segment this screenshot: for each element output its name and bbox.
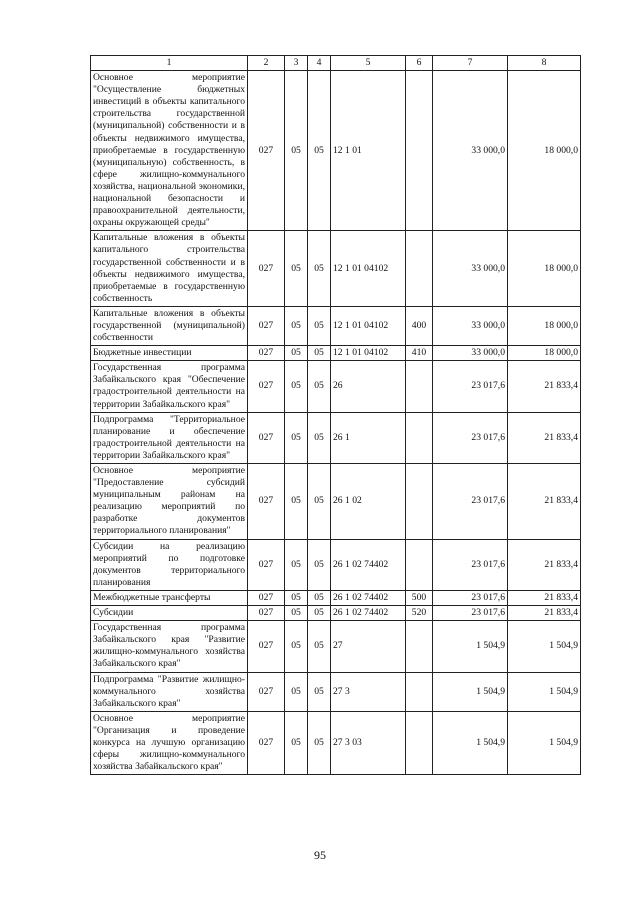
- subsection-cell: 05: [308, 590, 331, 605]
- grbs-cell: 027: [248, 306, 285, 345]
- table-row: [91, 606, 581, 621]
- table-row: [91, 464, 581, 540]
- table-row: [91, 306, 581, 345]
- table-row: [91, 711, 581, 774]
- table-row: [91, 346, 581, 361]
- amount-2-cell: 21 833,4: [508, 464, 581, 540]
- target-article-cell: 26 1 02: [331, 464, 406, 540]
- table-row: [91, 621, 581, 672]
- page-number: 95: [314, 848, 326, 862]
- expense-type-cell: 520: [406, 606, 433, 621]
- row-name-cell: Субсидии на реализацию мероприятий по подготовке документов территориального планирования: [91, 539, 248, 590]
- target-article-cell: 26 1 02 74402: [331, 590, 406, 605]
- expense-type-cell: [406, 412, 433, 463]
- column-header: 4: [308, 56, 331, 71]
- section-cell: 05: [285, 71, 308, 231]
- section-cell: 05: [285, 412, 308, 463]
- amount-1-cell: 33 000,0: [433, 71, 508, 231]
- row-name-cell: Основное мероприятие "Организация и проведение конкурса на лучшую организацию сферы жилищно-коммунального хозяйства Забайкальского края": [91, 711, 248, 774]
- grbs-cell: 027: [248, 711, 285, 774]
- subsection-cell: 05: [308, 539, 331, 590]
- amount-2-cell: 18 000,0: [508, 306, 581, 345]
- amount-2-cell: 21 833,4: [508, 606, 581, 621]
- row-name-cell: Основное мероприятие "Предоставление субсидий муниципальным районам на реализацию мероприятий по разработке документов территориального планирования": [91, 464, 248, 540]
- subsection-cell: 05: [308, 606, 331, 621]
- column-header: 7: [433, 56, 508, 71]
- grbs-cell: 027: [248, 346, 285, 361]
- grbs-cell: 027: [248, 231, 285, 307]
- row-name-cell: Субсидии: [91, 606, 248, 621]
- target-article-cell: 12 1 01: [331, 71, 406, 231]
- grbs-cell: 027: [248, 71, 285, 231]
- table-header-row: [91, 56, 581, 71]
- section-cell: 05: [285, 231, 308, 307]
- row-name-cell: Государственная программа Забайкальского края "Развитие жилищно-коммунального хозяйства Забайкальского края": [91, 621, 248, 672]
- amount-1-cell: 23 017,6: [433, 539, 508, 590]
- target-article-cell: 12 1 01 04102: [331, 231, 406, 307]
- subsection-cell: 05: [308, 711, 331, 774]
- section-cell: 05: [285, 711, 308, 774]
- section-cell: 05: [285, 606, 308, 621]
- grbs-cell: 027: [248, 412, 285, 463]
- target-article-cell: 26: [331, 361, 406, 412]
- grbs-cell: 027: [248, 361, 285, 412]
- target-article-cell: 12 1 01 04102: [331, 306, 406, 345]
- expense-type-cell: 500: [406, 590, 433, 605]
- column-header: 1: [91, 56, 248, 71]
- target-article-cell: 26 1 02 74402: [331, 539, 406, 590]
- row-name-cell: Государственная программа Забайкальского края "Обеспечение градостроительной деятельности на территории Забайкальского края": [91, 361, 248, 412]
- amount-1-cell: 33 000,0: [433, 306, 508, 345]
- expense-type-cell: [406, 672, 433, 711]
- grbs-cell: 027: [248, 621, 285, 672]
- target-article-cell: 27: [331, 621, 406, 672]
- grbs-cell: 027: [248, 590, 285, 605]
- subsection-cell: 05: [308, 71, 331, 231]
- amount-1-cell: 23 017,6: [433, 464, 508, 540]
- amount-1-cell: 23 017,6: [433, 606, 508, 621]
- row-name-cell: Основное мероприятие "Осуществление бюджетных инвестиций в объекты капитального строительства государственной (муниципальной) собственности и в объекты недвижимого имущества, приобретаемые в государственную (муниципальную) собственность, в сфере жилищно-коммунального хозяйства, национальной экономики, национальной безопасности и правоохранительной деятельности, охраны окружающей среды": [91, 71, 248, 231]
- expense-type-cell: [406, 231, 433, 307]
- expense-type-cell: [406, 621, 433, 672]
- section-cell: 05: [285, 464, 308, 540]
- table-row: [91, 672, 581, 711]
- row-name-cell: Подпрограмма "Развитие жилищно-коммунального хозяйства Забайкальского края": [91, 672, 248, 711]
- target-article-cell: 12 1 01 04102: [331, 346, 406, 361]
- amount-2-cell: 1 504,9: [508, 711, 581, 774]
- section-cell: 05: [285, 539, 308, 590]
- row-name-cell: Межбюджетные трансферты: [91, 590, 248, 605]
- amount-1-cell: 33 000,0: [433, 231, 508, 307]
- amount-2-cell: 1 504,9: [508, 672, 581, 711]
- expense-type-cell: 410: [406, 346, 433, 361]
- row-name-cell: Капитальные вложения в объекты капитального строительства государственной собственности и в объекты недвижимого имущества, приобретаемые в государственную собственность: [91, 231, 248, 307]
- subsection-cell: 05: [308, 672, 331, 711]
- amount-1-cell: 23 017,6: [433, 412, 508, 463]
- row-name-cell: Бюджетные инвестиции: [91, 346, 248, 361]
- amount-2-cell: 21 833,4: [508, 590, 581, 605]
- amount-1-cell: 1 504,9: [433, 621, 508, 672]
- expense-type-cell: [406, 361, 433, 412]
- expense-type-cell: [406, 711, 433, 774]
- amount-1-cell: 33 000,0: [433, 346, 508, 361]
- amount-2-cell: 21 833,4: [508, 361, 581, 412]
- target-article-cell: 26 1 02 74402: [331, 606, 406, 621]
- amount-2-cell: 21 833,4: [508, 412, 581, 463]
- grbs-cell: 027: [248, 539, 285, 590]
- subsection-cell: 05: [308, 346, 331, 361]
- amount-2-cell: 18 000,0: [508, 71, 581, 231]
- subsection-cell: 05: [308, 464, 331, 540]
- row-name-cell: Подпрограмма "Территориальное планирование и обеспечение градостроительной деятельности на территории Забайкальского края": [91, 412, 248, 463]
- column-header: 2: [248, 56, 285, 71]
- grbs-cell: 027: [248, 672, 285, 711]
- target-article-cell: 26 1: [331, 412, 406, 463]
- table-row: [91, 361, 581, 412]
- table-row: [91, 412, 581, 463]
- amount-1-cell: 23 017,6: [433, 590, 508, 605]
- table-row: [91, 231, 581, 307]
- section-cell: 05: [285, 672, 308, 711]
- target-article-cell: 27 3: [331, 672, 406, 711]
- column-header: 5: [331, 56, 406, 71]
- column-header: 3: [285, 56, 308, 71]
- subsection-cell: 05: [308, 621, 331, 672]
- column-header: 6: [406, 56, 433, 71]
- amount-2-cell: 18 000,0: [508, 346, 581, 361]
- section-cell: 05: [285, 361, 308, 412]
- table-row: [91, 590, 581, 605]
- subsection-cell: 05: [308, 306, 331, 345]
- amount-1-cell: 1 504,9: [433, 711, 508, 774]
- amount-2-cell: 18 000,0: [508, 231, 581, 307]
- table-row: [91, 71, 581, 231]
- section-cell: 05: [285, 346, 308, 361]
- row-name-cell: Капитальные вложения в объекты государственной (муниципальной) собственности: [91, 306, 248, 345]
- expense-type-cell: [406, 464, 433, 540]
- amount-2-cell: 1 504,9: [508, 621, 581, 672]
- budget-table: [90, 55, 581, 775]
- table-row: [91, 539, 581, 590]
- section-cell: 05: [285, 590, 308, 605]
- subsection-cell: 05: [308, 361, 331, 412]
- subsection-cell: 05: [308, 231, 331, 307]
- section-cell: 05: [285, 621, 308, 672]
- section-cell: 05: [285, 306, 308, 345]
- expense-type-cell: [406, 71, 433, 231]
- subsection-cell: 05: [308, 412, 331, 463]
- expense-type-cell: [406, 539, 433, 590]
- amount-2-cell: 21 833,4: [508, 539, 581, 590]
- expense-type-cell: 400: [406, 306, 433, 345]
- grbs-cell: 027: [248, 464, 285, 540]
- column-header: 8: [508, 56, 581, 71]
- amount-1-cell: 23 017,6: [433, 361, 508, 412]
- grbs-cell: 027: [248, 606, 285, 621]
- target-article-cell: 27 3 03: [331, 711, 406, 774]
- amount-1-cell: 1 504,9: [433, 672, 508, 711]
